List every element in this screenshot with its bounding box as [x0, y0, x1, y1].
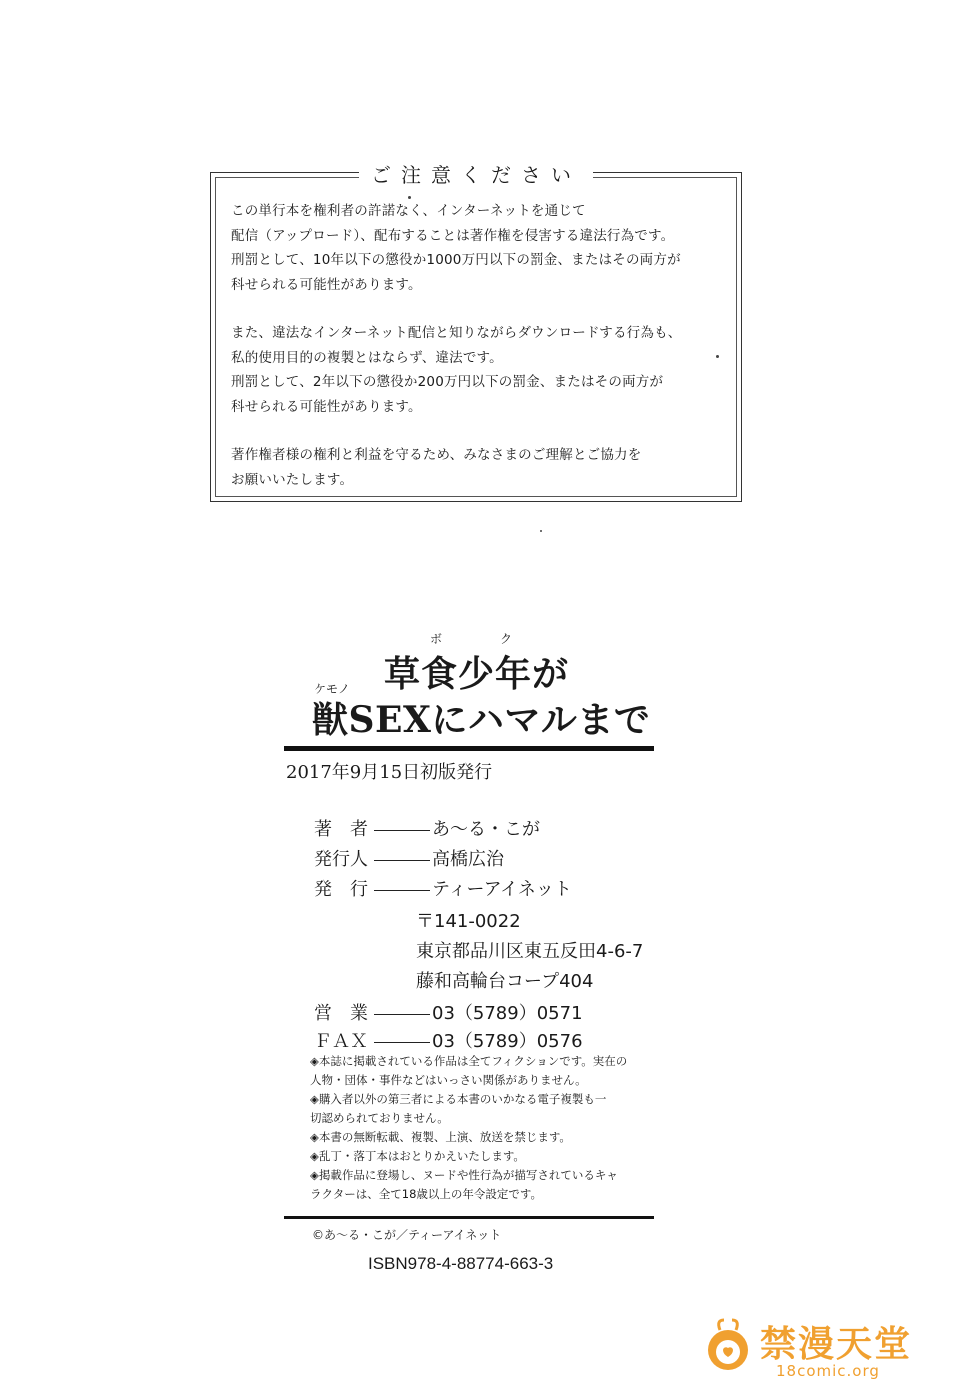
title-rule	[284, 746, 654, 751]
mascot-logo-icon	[700, 1316, 756, 1376]
notice-body	[231, 199, 729, 492]
notice-line: 私的使用目的の複製とはならず、違法です。	[231, 349, 503, 366]
fine-print-line: 切認められておりません。	[310, 1111, 449, 1125]
publisher-person-label: 発行人	[314, 849, 368, 870]
publisher-value: ティーアイネット	[432, 879, 572, 900]
publisher-person-value: 高橋広治	[432, 849, 504, 870]
notice-line: 配信（アップロード）、配布することは著作権を侵害する違法行為です。	[231, 227, 675, 244]
notice-line: 著作権者様の権利と利益を守るため、みなさまのご理解とご協力を	[231, 447, 642, 463]
notice-line: 科せられる可能性があります。	[231, 398, 422, 415]
dash	[374, 860, 430, 861]
fax-value: 03（5789）0576	[432, 1031, 583, 1052]
fine-print-line: ◈本誌に掲載されている作品は全てフィクションです。実在の	[310, 1054, 628, 1068]
ruby-boku-1: ボ	[430, 632, 443, 646]
address-line-2: 藤和高輪台コープ404	[416, 971, 594, 992]
notice-line: 刑罰として、10年以下の懲役か1000万円以下の罰金、またはその両方が	[231, 252, 681, 268]
notice-title: ご注意ください	[359, 159, 593, 188]
notice-paragraph	[231, 321, 729, 419]
fine-print-line: 人物・団体・事件などはいっさい関係がありません。	[310, 1073, 587, 1087]
copyright: ©あ〜る・こが／ティーアイネット	[312, 1228, 502, 1242]
title-line-2: 獣SEXにハマルまで	[312, 699, 651, 741]
sales-value: 03（5789）0571	[432, 1003, 583, 1024]
publisher-label: 発 行	[314, 879, 368, 900]
address-line-1: 東京都品川区東五反田4-6-7	[416, 941, 644, 962]
site-watermark	[700, 1310, 940, 1386]
author-value: あ〜る・こが	[432, 819, 540, 840]
bottom-rule	[284, 1216, 654, 1219]
fine-print-line: ◈購入者以外の第三者による本書のいかなる電子複製も一	[310, 1092, 607, 1106]
notice-line: 刑罰として、2年以下の懲役か200万円以下の罰金、またはその両方が	[231, 374, 664, 390]
author-label: 著 者	[314, 819, 368, 840]
ruby-kemono: ケモノ	[314, 682, 350, 696]
notice-line: この単行本を権利者の許諾なく、インターネットを通じて	[231, 203, 586, 219]
ruby-boku-2: ク	[500, 632, 513, 646]
watermark-url: 18comic.org	[776, 1362, 880, 1380]
title-line-1: 草食少年が	[384, 653, 570, 695]
copyright-notice-box	[210, 163, 742, 502]
dash	[374, 1042, 430, 1043]
fax-label: ＦＡＸ	[314, 1031, 368, 1052]
isbn: ISBN978-4-88774-663-3	[368, 1254, 554, 1273]
speck	[540, 530, 542, 532]
publisher-person-row	[314, 845, 504, 871]
fine-print-line: ◈乱丁・落丁本はおとりかえいたします。	[310, 1149, 525, 1163]
fine-print	[310, 1052, 627, 1204]
publisher-row	[314, 875, 572, 901]
fax-row	[314, 1027, 583, 1053]
dash	[374, 1014, 430, 1015]
fine-print-line: ◈掲載作品に登場し、ヌードや性行為が描写されているキャ	[310, 1168, 618, 1182]
fine-print-line: ラクターは、全て18歳以上の年令設定です。	[310, 1187, 542, 1201]
publish-date: 2017年9月15日初版発行	[286, 762, 493, 783]
notice-line: また、違法なインターネット配信と知りながらダウンロードする行為も、	[231, 325, 682, 341]
notice-line: 科せられる可能性があります。	[231, 276, 422, 293]
sales-row	[314, 999, 583, 1025]
dash	[374, 890, 430, 891]
notice-paragraph	[231, 443, 729, 492]
fine-print-line: ◈本書の無断転載、複製、上演、放送を禁じます。	[310, 1130, 571, 1144]
notice-line: お願いいたします。	[231, 471, 354, 488]
notice-paragraph	[231, 199, 729, 297]
postal-code: 〒141-0022	[416, 911, 521, 932]
dash	[374, 830, 430, 831]
watermark-name: 禁漫天堂	[760, 1324, 913, 1365]
sales-label: 営 業	[314, 1003, 368, 1024]
author-row	[314, 815, 540, 841]
